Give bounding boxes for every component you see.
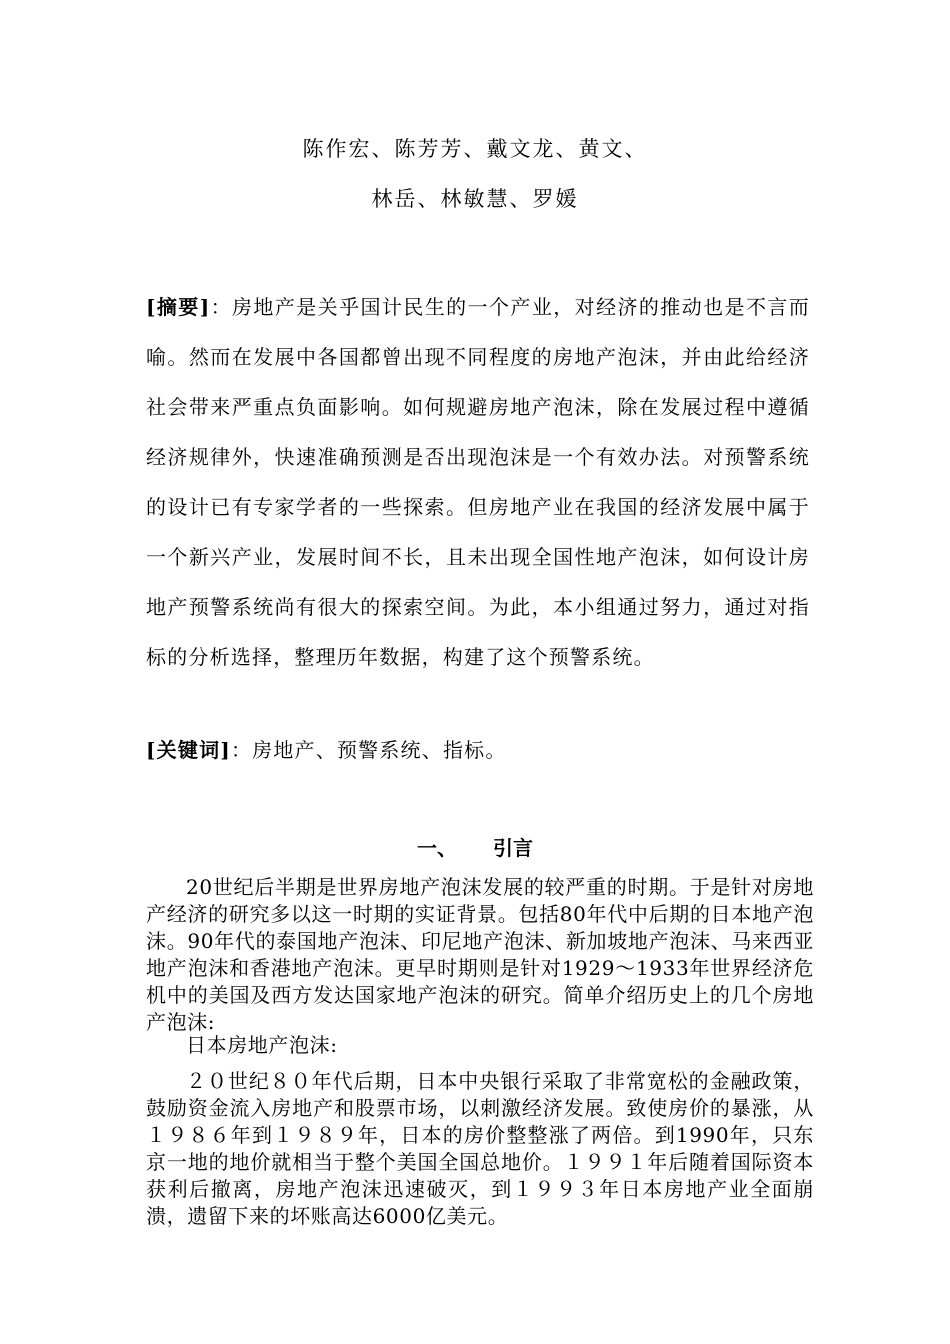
authors-line-1: 陈作宏、陈芳芳、戴文龙、黄文、 <box>302 137 648 161</box>
paragraph-japan-bubble: ２０世纪８０年代后期，日本中央银行采取了非常宽松的金融政策，鼓励资金流入房地产和股票市场，以刺激经济发展。致使房价的暴涨，从１９８６年到１９８９年，日本的房价整整涨了两倍。到1990年，只东京一地的地价就相当于整个美国全国总地价。１９９１年后随着国际资本获利后撤离，房地产泡沫迅速破灭，到１９９３年日本房地产业全面崩溃，遗留下来的坏账高达6000亿美元。 <box>146 1069 814 1228</box>
section-heading <box>0 832 950 864</box>
keywords-text: 房地产、预警系统、指标。 <box>252 738 507 762</box>
abstract-label: [摘要] <box>146 295 211 319</box>
abstract-colon: ： <box>210 295 233 319</box>
keywords-label: [关键词] <box>146 738 231 762</box>
section-title: 引言 <box>493 836 533 860</box>
keywords-colon: ： <box>230 738 253 762</box>
keywords <box>146 730 810 770</box>
section-number: 一、 <box>417 836 457 860</box>
abstract <box>146 282 810 682</box>
paragraph-intro: 20世纪后半期是世界房地产泡沫发展的较严重的时期。于是针对房地产经济的研究多以这一时期的实证背景。包括80年代中后期的日本地产泡沫。90年代的泰国地产泡沫、印尼地产泡沫、新加坡地产泡沫、马来西亚地产泡沫和香港地产泡沫。更早时期则是针对1929～1933年世界经济危机中的美国及西方发达国家地产泡沫的研究。简单介绍历史上的几个房地产泡沫: <box>146 875 814 1034</box>
paragraph-japan-heading: 日本房地产泡沫: <box>186 1033 338 1057</box>
authors-line-2: 林岳、林敏慧、罗媛 <box>371 187 579 211</box>
abstract-text: 房地产是关乎国计民生的一个产业，对经济的推动也是不言而喻。然而在发展中各国都曾出现不同程度的房地产泡沫，并由此给经济社会带来严重点负面影响。如何规避房地产泡沫，除在发展过程中遵循经济规律外，快速准确预测是否出现泡沫是一个有效办法。对预警系统的设计已有专家学者的一些探索。但房地产业在我国的经济发展中属于一个新兴产业，发展时间不长，且未出现全国性地产泡沫，如何设计房地产预警系统尚有很大的探索空间。为此，本小组通过努力，通过对指标的分析选择，整理历年数据，构建了这个预警系统。 <box>146 295 810 669</box>
